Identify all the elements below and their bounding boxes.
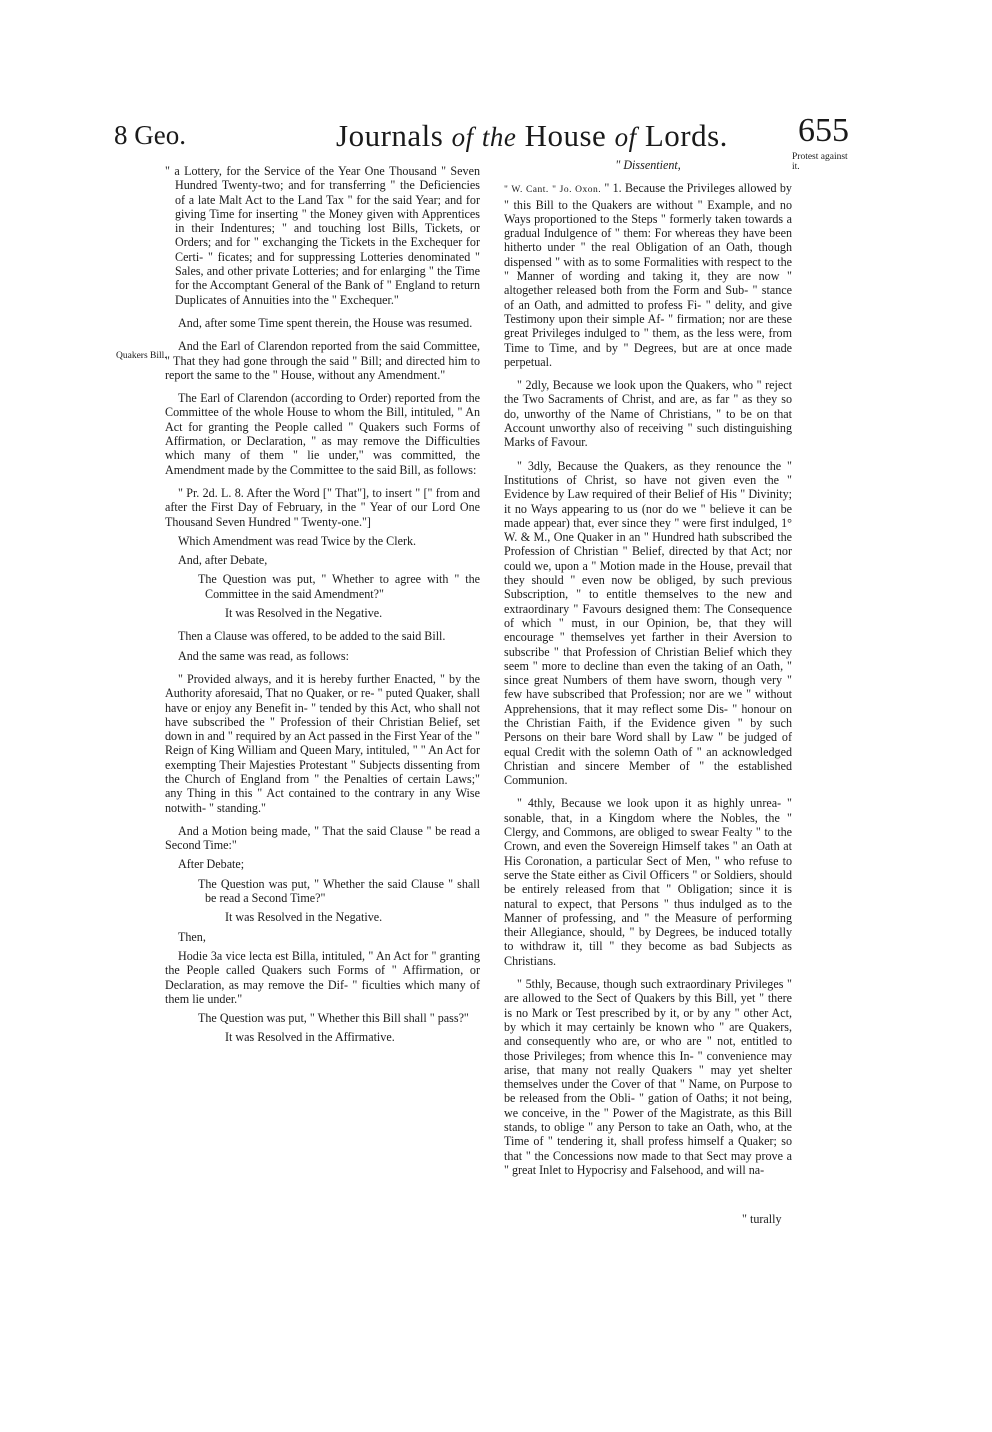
paragraph-amendment-read: Which Amendment was read Twice by the Clerk. — [178, 533, 417, 548]
paragraph-after-debate: And, after Debate, — [178, 553, 268, 568]
paragraph-quakers-bill-report: The Earl of Clarendon (according to Order) reported from the Committee of the whole House to whom the Bill, intituled, " An Act for granting the People called " Quakers such Forms of Affirmation, or Declaration, " as may remove the Difficulties which many of them " lie under," was committed, the Amendment made by the Committee to the said Bill, as follows: — [165, 391, 480, 477]
journal-title — [336, 118, 728, 154]
margin-note-quakers-bill: Quakers Bill. — [116, 351, 167, 361]
title-word-house: House — [524, 118, 607, 153]
paragraph-then: Then, — [178, 929, 206, 944]
protest-reason-1 — [504, 181, 792, 369]
protest-reason-4: " 4thly, Because we look upon it as highly unrea- " sonable, that, in a Kingdom where the Nobles, the " Clergy, and Commons, are obliged to swear Fealty " to the Crown, and even the Sovereign Himself takes " an Oath at His Coronation, a particular Sect of Men, " who refuse to serve the State either as Civil Officers " or Soldiers, should be entirely released from that " Obligation; since it is natural to expect, that Persons " thus indulged as to the Manner of professing, and " the Measure of performing their Allegiance, should, " by Degrees, be induced totally to withdraw it, till " they become as bad Subjects as Christians. — [504, 796, 792, 968]
paragraph-motion: And a Motion being made, " That the said Clause " be read a Second Time:" — [165, 823, 480, 853]
paragraph-lottery-act: " a Lottery, for the Service of the Year One Thousand " Seven Hundred Twenty-two; and for transferring " the Deficiencies of a late Malt Act to the Land Tax " for the said Year; and for giving Time for inserting " the Money given with Apprentices in their Indentures; " and touching lost Bills, Tickets, or Orders; and for " exchanging the Tickets in the Exchequer for Certi- " ficates; and for suppressing Lotteries denominated " Sales, and other private Lotteries; and for enlarging " the Time for the Accomptant General of the Bank of " England to return Duplicates of Annuities into the " Exchequer." — [165, 164, 480, 307]
protest-reason-5: " 5thly, Because, though such extraordinary Privileges " are allowed to the Sect of Quakers by this Bill, yet " there is no Mark or Test prescribed by it, or by any " other Act, by which it may certainly be known who " are Quakers, and consequently who are, or who are " not, entitled to those Privileges; from whence this In- " convenience may arise, that many not really Quakers " may yet shelter themselves under the Cover of that " Name, on Purpose to be released from the Obli- " gation of Oaths; it not being, we conceive, in the " Power of the Magistrate, as this Bill stands, to oblige " any Person to take an Oath, who, at the Time of " tendering it, shall profess himself a Quaker; so that " the Concessions now made to that Sect may prove a " great Inlet to Hypocrisy and Falsehood, and will na- — [504, 977, 792, 1177]
paragraph-clause-offered: Then a Clause was offered, to be added to the said Bill. — [178, 629, 446, 644]
paragraph-after-debate-2: After Debate; — [178, 857, 245, 872]
title-word-the: the — [481, 122, 517, 152]
paragraph-question-clause: The Question was put, " Whether the said Clause " shall be read a Second Time?" — [198, 876, 480, 906]
margin-note-protest: Protest against it. — [792, 152, 848, 172]
regnal-year: 8 Geo. — [114, 120, 186, 150]
paragraph-amendment-text: " Pr. 2d. L. 8. After the Word [" That"], to insert " [" from and after the First Day of February, in the " Year of our Lord One Thousand Seven Hundred " Twenty-one."] — [165, 485, 480, 529]
page-number: 655 — [798, 112, 849, 149]
paragraph-same-read: And the same was read, as follows: — [178, 648, 349, 663]
signature-jo-oxon: " Jo. Oxon. — [552, 185, 602, 196]
protest-reason-3: " 3dly, Because the Quakers, as they renounce the " Institutions of Christ, so have not given even the " Evidence by Law required of their Belief of His " Divinity; it no Ways appearing to us (nor do we " believe it can be made appear) that, ever since they " were first indulged, 1° W. & M., One Quaker in an " Hundred hath subscribed the Profession of Christian " Belief, directed by that Act; nor could we, upon a " Motion made in the House, prevail that they should " even now be obliged, by such previous Subscription, " to entitle themselves to the new and extraordinary " Favours designed them: The Consequence of which " must, in our Opinion, be, that they will encourage " themselves yet farther in their Aversion to subscribe " that Profession of Christian Belief which they seem " more to decline than even the taking of an Oath, " since great Numbers of them have sworn, though very " few have subscribed that Profession; nor are we " without Apprehensions, that it may reflect some Dis- " honour on the Christian Faith, if the Evidence given " by such Persons on their bare Word shall by Law " be judged of equal Credit with the solemn Oath of " an acknowledged Christian and sincere Member of " the established Communion. — [504, 458, 792, 788]
dissentient-heading: " Dissentient, — [615, 158, 681, 172]
reason-1-text: " 1. Because the Privileges allowed by " this Bill to the Quakers are without " Example, and no Ways proportioned to the Steps " formerly taken towards a gradual Indulgence of " them: For whereas they have been hitherto under " the real Obligation of an Oath, though dispensed " with as to some Formalities with respect to the " Manner of wording and taking it, they are now " altogether released both from the Form and Sub- " stance of an Oath, and admitted to profess Fi- " delity, and give Testimony upon their simple Af- " firmation; nor are these great Privileges indulged to " them, as the less were, from Time to Time, and by " Degrees, but are at once made perpetual. — [504, 181, 792, 369]
paragraph-question-pass: The Question was put, " Whether this Bill shall " pass?" — [198, 1011, 469, 1026]
paragraph-resolved-negative: It was Resolved in the Negative. — [225, 606, 383, 621]
paragraph-resolved-affirmative: It was Resolved in the Affirmative. — [225, 1030, 395, 1045]
paragraph-house-resumed: And, after some Time spent therein, the House was resumed. — [178, 315, 473, 330]
title-word-of-2: of — [614, 122, 637, 152]
signature-w-cant: " W. Cant. — [504, 185, 549, 196]
catchword: " turally — [742, 1212, 782, 1226]
left-column — [165, 164, 480, 1045]
right-column — [504, 158, 792, 1177]
protest-reason-2: " 2dly, Because we look upon the Quakers, who " reject the Two Sacraments of Christ, and are, as far " as they so do, unworthy of the Name of Christians, " to be on that Account unworthy also of receiving " such distinguishing Marks of Favour. — [504, 378, 792, 450]
paragraph-third-reading: Hodie 3a vice lecta est Billa, intituled, " An Act for " granting the People called Quakers such Forms of " Affirmation, or Declaration, as may remove the Dif- " ficulties which many of them lie under." — [165, 948, 480, 1006]
paragraph-resolved-negative-2: It was Resolved in the Negative. — [225, 910, 383, 925]
title-word-of: of — [451, 122, 474, 152]
paragraph-clause-text: " Provided always, and it is hereby further Enacted, " by the Authority aforesaid, That no Quaker, or re- " puted Quaker, shall have or enjoy any Benefit in- " tended by this Act, who shall not have subscribed the " Profession of their Christian Belief, set down in and " required by an Act passed in the First Year of the " Reign of King William and Queen Mary, intituled, " " An Act for exempting Their Majesties Protestant " Subjects dissenting from the Church of England from " the Penalties of certain Laws;" any Thing in this " Act contained to the contrary in any Wise notwith- " standing." — [165, 671, 480, 815]
paragraph-clarendon-report: And the Earl of Clarendon reported from the said Committee, " That they had gone through the said " Bill; and directed him to report the same to the " House, without any Amendment." — [165, 339, 480, 382]
title-word-journals: Journals — [336, 118, 444, 153]
paragraph-question-amendment: The Question was put, " Whether to agree with " the Committee in the said Amendment?" — [198, 572, 480, 601]
title-word-lords: Lords. — [644, 118, 728, 153]
